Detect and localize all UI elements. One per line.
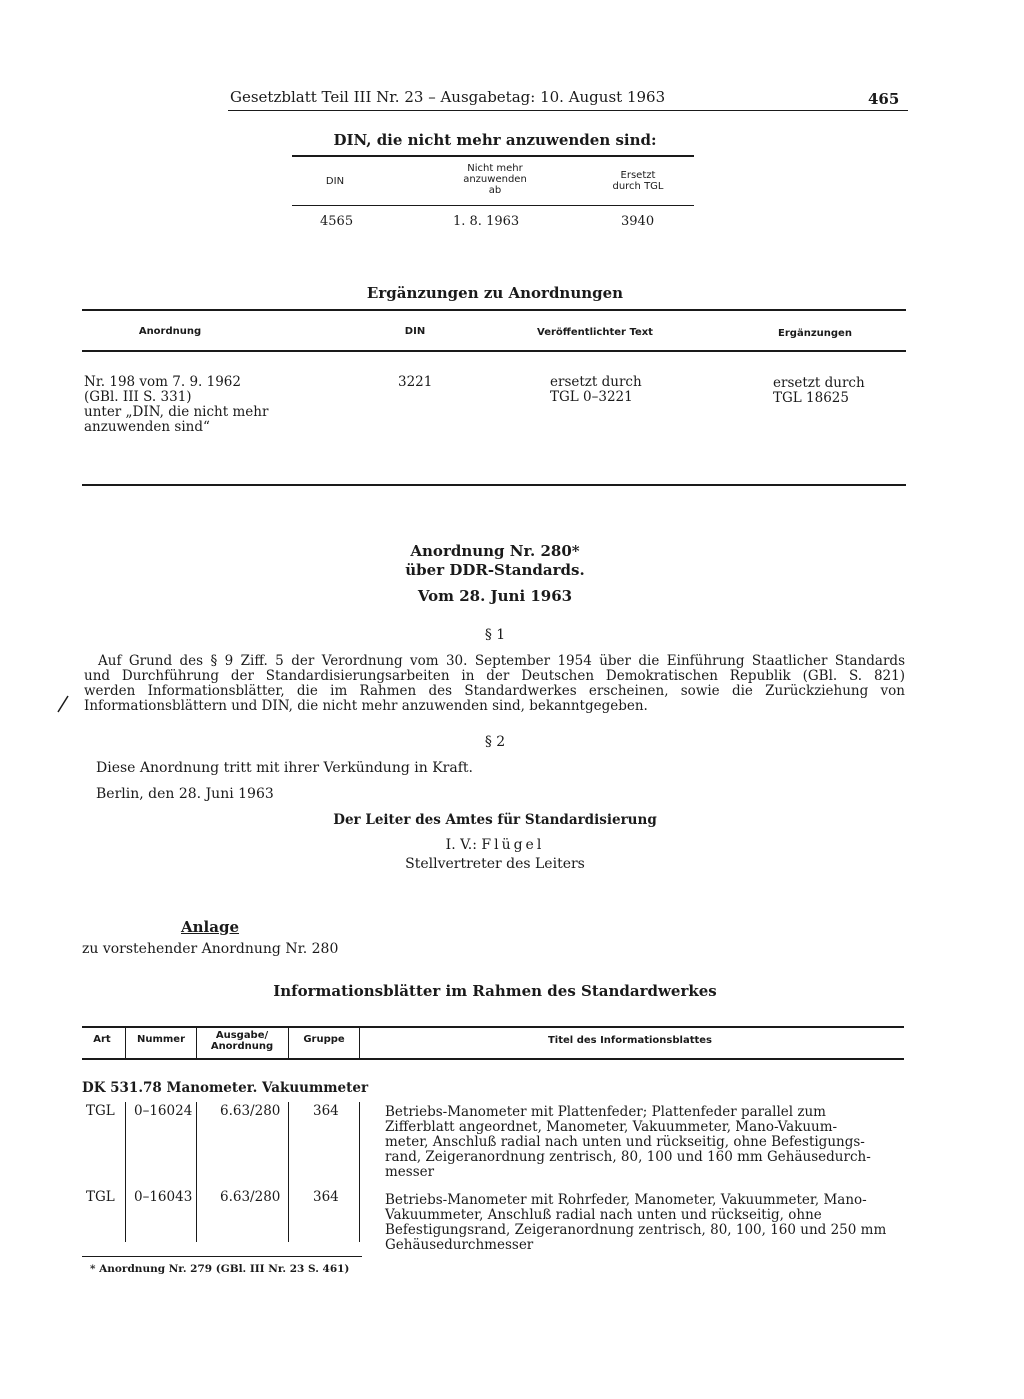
anlage-table-top-rule — [82, 1026, 904, 1028]
para1-body — [84, 654, 905, 714]
ergaenzungen-mid-rule — [82, 350, 906, 352]
erg-col-erg: Ergänzungen — [778, 328, 852, 339]
para1-line4: Informationsblättern und DIN, die nicht mehr anzuwenden sind, bekanntgegeben. — [84, 698, 648, 714]
erg-anordnung-line3: unter „DIN, die nicht mehr — [84, 404, 269, 420]
din-row-tgl: 3940 — [621, 214, 655, 229]
anlage-col-nummer: Nummer — [136, 1034, 186, 1045]
anlage-col-ausgabe-line1: Ausgabe/ — [215, 1030, 269, 1041]
row1-art: TGL — [86, 1103, 115, 1119]
row2-titel-line2: Vakuummeter, Anschluß radial nach unten und rückseitig, ohne — [385, 1207, 822, 1223]
ergaenzungen-top-rule — [82, 309, 906, 311]
din-table-title: DIN, die nicht mehr anzuwenden sind: — [333, 131, 657, 149]
row2-nummer: 0–16043 — [134, 1189, 193, 1205]
anlage-col-gruppe: Gruppe — [303, 1034, 345, 1045]
row1-gruppe: 364 — [313, 1103, 339, 1119]
anlage-row-sep-4 — [359, 1102, 360, 1242]
erg-row-din: 3221 — [398, 374, 433, 390]
signer-line — [290, 837, 700, 853]
din-table-mid-rule — [292, 205, 694, 206]
erg-col-din: DIN — [404, 326, 426, 337]
para2-head: § 2 — [484, 734, 506, 750]
anlage-table-title: Informationsblätter im Rahmen des Standardwerkes — [273, 982, 717, 1000]
anlage-head-sep-3 — [288, 1028, 289, 1058]
din-col-ersetzt-line2: durch TGL — [612, 181, 664, 192]
erg-text-line2: TGL 0–3221 — [550, 389, 633, 405]
row1-titel-line1: Betriebs-Manometer mit Plattenfeder; Plattenfeder parallel zum — [385, 1104, 826, 1120]
row2-titel — [385, 1193, 905, 1253]
erg-anordnung-line4: anzuwenden sind“ — [84, 419, 210, 435]
erg-row-erg — [773, 376, 865, 406]
margin-slash-mark — [56, 694, 70, 714]
place-date: Berlin, den 28. Juni 1963 — [96, 786, 274, 802]
row2-gruppe: 364 — [313, 1189, 339, 1205]
row2-titel-line4: Gehäusedurchmesser — [385, 1237, 534, 1253]
page-number: 465 — [868, 90, 900, 108]
row1-titel — [385, 1105, 905, 1180]
para2-text: Diese Anordnung tritt mit ihrer Verkündung in Kraft. — [96, 760, 473, 776]
para1-line3: werden Informationsblätter, die im Rahmen des Standardwerkes erscheinen, sowie die Zurückziehung von — [84, 683, 905, 699]
ergaenzungen-title: Ergänzungen zu Anordnungen — [366, 284, 624, 302]
erg-anordnung-line2: (GBl. III S. 331) — [84, 389, 192, 405]
din-col-nicht — [440, 163, 550, 196]
footnote-rule — [82, 1256, 362, 1257]
signer-name: Flügel — [481, 837, 545, 853]
anordnung-date: Vom 28. Juni 1963 — [417, 587, 573, 605]
ergaenzungen-bottom-rule — [82, 484, 906, 486]
row2-titel-line3: Befestigungsrand, Zeigeranordnung zentrisch, 80, 100, 160 und 250 mm — [385, 1222, 887, 1238]
signer-role: Stellvertreter des Leiters — [405, 856, 585, 872]
anlage-section-heading: DK 531.78 Manometer. Vakuummeter — [82, 1080, 369, 1096]
din-col-nicht-line1: Nicht mehr — [467, 163, 523, 174]
din-col-nicht-line3: ab — [488, 185, 502, 196]
row2-ausgabe: 6.63/280 — [220, 1189, 281, 1205]
header-rule — [228, 110, 908, 111]
row1-nummer: 0–16024 — [134, 1103, 193, 1119]
row2-art: TGL — [86, 1189, 115, 1205]
erg-text-line1: ersetzt durch — [550, 374, 642, 390]
row1-ausgabe: 6.63/280 — [220, 1103, 281, 1119]
anlage-table-head-rule — [82, 1058, 904, 1060]
din-row-date: 1. 8. 1963 — [453, 214, 520, 229]
anordnung-title-2: über DDR-Standards. — [405, 561, 585, 579]
anlage-col-ausgabe — [198, 1030, 286, 1052]
din-table-top-rule — [292, 155, 694, 157]
signer-prefix: I. V.: — [445, 837, 477, 853]
anlage-heading: Anlage — [181, 918, 239, 936]
row1-titel-line3: meter, Anschluß radial nach unten und rückseitig, ohne Befestigungs- — [385, 1134, 865, 1150]
row2-titel-line1: Betriebs-Manometer mit Rohrfeder, Manometer, Vakuummeter, Mano- — [385, 1192, 867, 1208]
din-col-ersetzt — [598, 170, 678, 192]
anlage-row-sep-1 — [125, 1102, 126, 1242]
footnote: * Anordnung Nr. 279 (GBl. III Nr. 23 S. 461) — [90, 1263, 350, 1275]
anlage-col-ausgabe-line2: Anordnung — [210, 1041, 274, 1052]
para1-head: § 1 — [484, 627, 506, 643]
anlage-row-sep-3 — [288, 1102, 289, 1242]
row1-titel-line2: Zifferblatt angeordnet, Manometer, Vakuummeter, Mano-Vakuum- — [385, 1119, 838, 1135]
signer-title: Der Leiter des Amtes für Standardisierung — [333, 812, 657, 828]
erg-col-anordnung: Anordnung — [138, 326, 202, 337]
erg-anordnung-line1: Nr. 198 vom 7. 9. 1962 — [84, 374, 241, 390]
erg-row-anordnung — [84, 375, 334, 435]
para1-line1: Auf Grund des § 9 Ziff. 5 der Verordnung vom 30. September 1954 über die Einführung Staatlicher Standards — [98, 653, 905, 669]
erg-erg-line1: ersetzt durch — [773, 375, 865, 391]
erg-row-text — [550, 375, 642, 405]
anlage-col-art: Art — [93, 1034, 111, 1045]
din-col-nicht-line2: anzuwenden — [463, 174, 527, 185]
anlage-col-titel: Titel des Informationsblattes — [547, 1035, 713, 1046]
din-row-din: 4565 — [320, 214, 354, 229]
anlage-head-sep-2 — [196, 1028, 197, 1058]
din-col-din: DIN — [325, 176, 345, 187]
page-header — [230, 88, 720, 106]
anlage-head-sep-4 — [359, 1028, 360, 1058]
header-title: Gesetzblatt Teil III Nr. 23 – Ausgabetag: 10. August 1963 — [230, 88, 666, 106]
din-col-ersetzt-line1: Ersetzt — [620, 170, 656, 181]
anlage-head-sep-1 — [125, 1028, 126, 1058]
anordnung-title-1: Anordnung Nr. 280* — [410, 542, 580, 560]
anlage-subtitle: zu vorstehender Anordnung Nr. 280 — [82, 941, 339, 957]
row1-titel-line5: messer — [385, 1164, 435, 1180]
para1-line2: und Durchführung der Standardisierungsarbeiten in der Deutschen Demokratischen Republik (GBl. S. 821) — [84, 668, 905, 684]
erg-erg-line2: TGL 18625 — [773, 390, 849, 406]
anlage-row-sep-2 — [196, 1102, 197, 1242]
erg-col-text: Veröffentlichter Text — [537, 327, 653, 338]
row1-titel-line4: rand, Zeigeranordnung zentrisch, 80, 100 und 160 mm Gehäusedurch- — [385, 1149, 871, 1165]
